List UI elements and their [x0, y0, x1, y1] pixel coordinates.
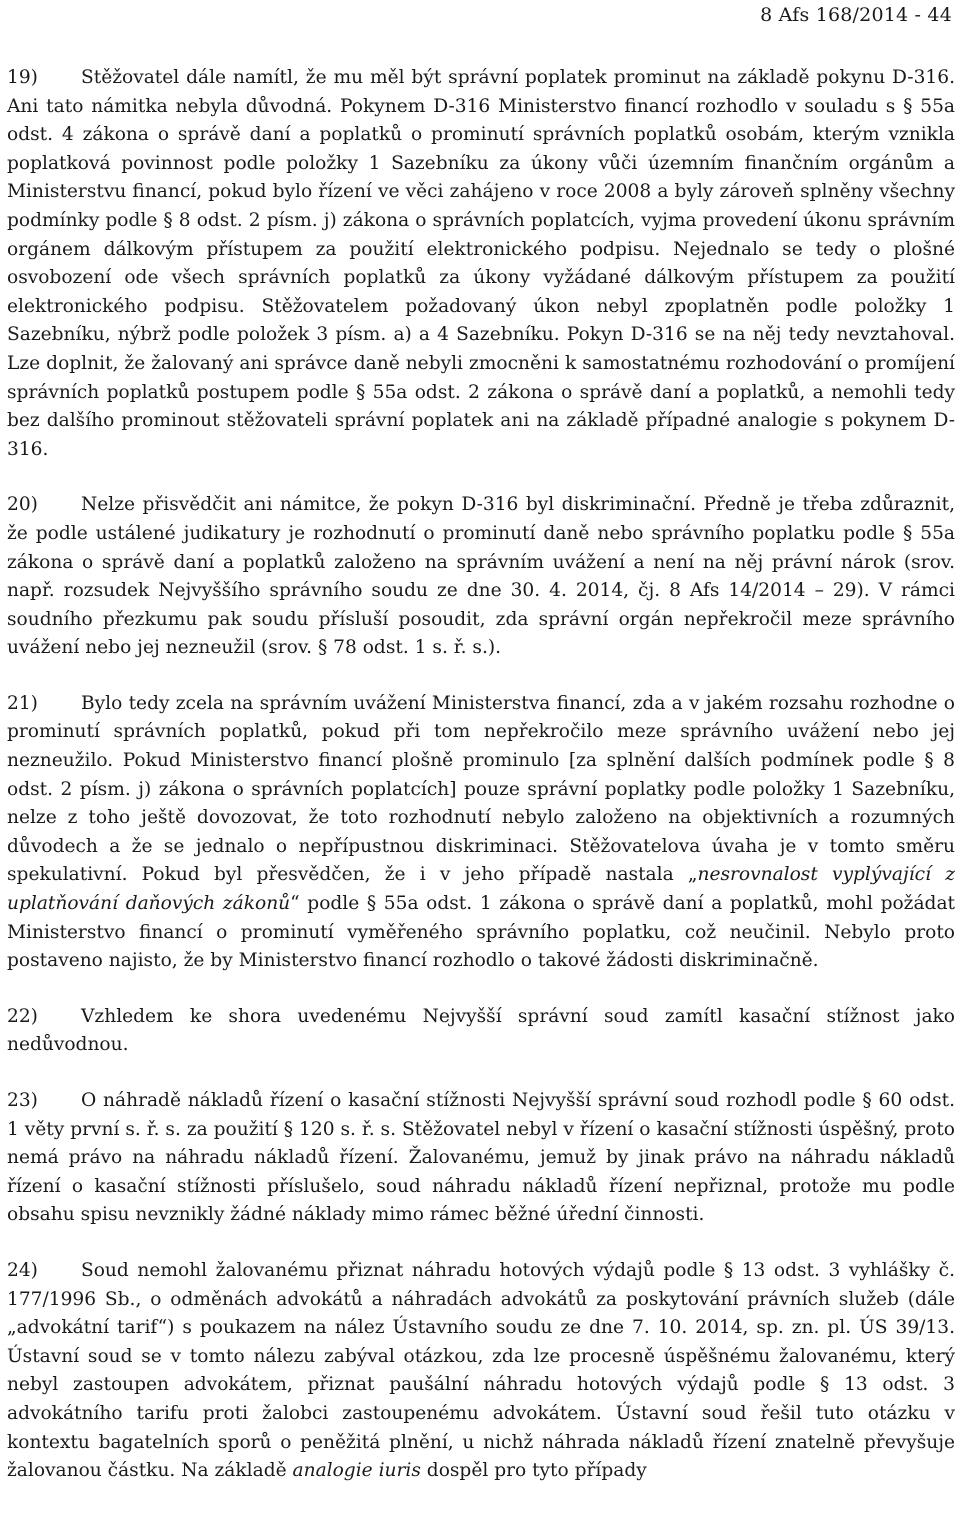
- paragraph-23: [7, 1087, 955, 1230]
- paragraph-number: 22): [7, 1005, 38, 1027]
- paragraph-text: Nelze přisvědčit ani námitce, že pokyn D-316 byl diskriminační. Předně je třeba zdůraznit, že podle ustálené judikatury je rozhodnutí o prominutí daně nebo správního poplatku podle § 55a zákona o správě daní a poplatků založeno na správním uvážení a není na něj právní nárok (srov. např. rozsudek Nejvyššího správního soudu ze dne 30. 4. 2014, čj. 8 Afs 14/2014 – 29). V rámci soudního přezkumu pak soudu přísluší posoudit, zda správní orgán nepřekročil meze správního uvážení nebo jej nezneužil (srov. § 78 odst. 1 s. ř. s.).: [7, 494, 955, 659]
- document-body: [7, 64, 955, 1486]
- paragraph-number: 24): [7, 1259, 38, 1281]
- paragraph-number: 20): [7, 494, 38, 516]
- page-header-case-ref: 8 Afs 168/2014 - 44: [760, 4, 952, 26]
- paragraph-number: 19): [7, 67, 38, 88]
- paragraph-text: Stěžovatel dále namítl, že mu měl být správní poplatek prominut na základě pokynu D-316. Ani tato námitka nebyla důvodná. Pokynem D-316 Ministerstvo financí rozhodlo v souladu s § 55a odst. 4 zákona o správě daní a poplatků o prominutí správních poplatků osobám, kterým vznikla poplatková povinnost podle položky 1 Sazebníku za úkony vůči územním finančním orgánům a Ministerstvu financí, pokud bylo řízení ve věci zahájeno v roce 2008 a byly zároveň splněny všechny podmínky podle § 8 odst. 2 písm. j) zákona o správních poplatcích, vyjma provedení úkonu správním orgánem dálkovým přístupem za použití elektronického podpisu. Nejednalo se tedy o plošné osvobození ode všech správních poplatků za úkony vyžádané dálkovým přístupem za použití elektronického podpisu. Stěžovatelem požadovaný úkon nebyl zpoplatněn podle položky 1 Sazebníku, nýbrž podle položek 3 písm. a) a 4 Sazebníku. Pokyn D-316 se na něj tedy nevztahoval. Lze doplnit, že žalovaný ani správce daně nebyli zmocněni k samostatnému rozhodování o promíjení správních poplatků postupem podle § 55a odst. 2 zákona o správě daní a poplatků, a nemohli tedy bez dalšího prominout stěžovateli správní poplatek ani na základě případné analogie s pokynem D-316.: [7, 67, 955, 460]
- paragraph-text-after-italic: dospěl pro tyto případy: [420, 1460, 647, 1482]
- paragraph-text: O náhradě nákladů řízení o kasační stížnosti Nejvyšší správní soud rozhodl podle § 60 odst. 1 věty první s. ř. s. za použití § 120 s. ř. s. Stěžovatel nebyl v řízení o kasační stížnosti úspěšný, proto nemá právo na náhradu nákladů řízení. Žalovanému, jemuž by jinak právo na náhradu nákladů řízení o kasační stížnosti příslušelo, soud náhradu nákladů řízení nepřiznal, protože mu podle obsahu spisu nevznikly žádné náklady mimo rámec běžné úřední činnosti.: [7, 1090, 955, 1226]
- paragraph-number: 23): [7, 1090, 38, 1111]
- italic-quotation: nesrovnalost vyplývající z uplatňování daňových zákonů: [7, 864, 955, 915]
- paragraph-number: 21): [7, 692, 38, 714]
- paragraph-19: [7, 64, 955, 464]
- paragraph-20: [7, 491, 955, 663]
- paragraph-24: [7, 1257, 955, 1486]
- paragraph-text-after-quote: “ podle § 55a odst. 1 zákona o správě daní a poplatků, mohl požádat Ministerstvo financí o prominutí vyměřeného správního poplatku, což neučinil. Nebylo proto postaveno najisto, že by Ministerstvo financí rozhodlo o takové žádosti diskriminačně.: [7, 893, 956, 972]
- paragraph-22: [7, 1003, 955, 1060]
- paragraph-text: Vzhledem ke shora uvedenému Nejvyšší správní soud zamítl kasační stížnost jako nedůvodnou.: [7, 1005, 955, 1056]
- paragraph-21: [7, 690, 955, 976]
- italic-latin-term: analogie iuris: [292, 1460, 421, 1482]
- paragraph-text-before-quote: Bylo tedy zcela na správním uvážení Ministerstva financí, zda a v jakém rozsahu rozhodne o prominutí správních poplatků, pokud při tom nepřekročilo meze správního uvážení nebo jej nezneužilo. Pokud Ministerstvo financí plošně prominulo [za splnění dalších podmínek podle § 8 odst. 2 písm. j) zákona o správních poplatcích] pouze správní poplatky podle položky 1 Sazebníku, nelze z toho ještě dovozovat, že toto rozhodnutí nebylo založeno na objektivních a rozumných důvodech a že se jednalo o nepřípustnou diskriminaci. Stěžovatelova úvaha je v tomto směru spekulativní. Pokud byl přesvědčen, že i v jeho případě nastala „: [7, 692, 955, 886]
- paragraph-text-before-italic: Soud nemohl žalovanému přiznat náhradu hotových výdajů podle § 13 odst. 3 vyhlášky č. 177/1996 Sb., o odměnách advokátů a náhradách advokátů za poskytování právních služeb (dále „advokátní tarif“) s poukazem na nález Ústavního soudu ze dne 7. 10. 2014, sp. zn. pl. ÚS 39/13. Ústavní soud se v tomto nálezu zabýval otázkou, zda lze procesně úspěšnému žalovanému, který nebyl zastoupen advokátem, přiznat paušální náhradu hotových výdajů podle § 13 odst. 3 advokátního tarifu proti žalobci zastoupenému advokátem. Ústavní soud řešil tuto otázku v kontextu bagatelních sporů o peněžitá plnění, u nichž náhrada nákladů řízení znatelně převyšuje žalovanou částku. Na základě: [7, 1259, 955, 1482]
